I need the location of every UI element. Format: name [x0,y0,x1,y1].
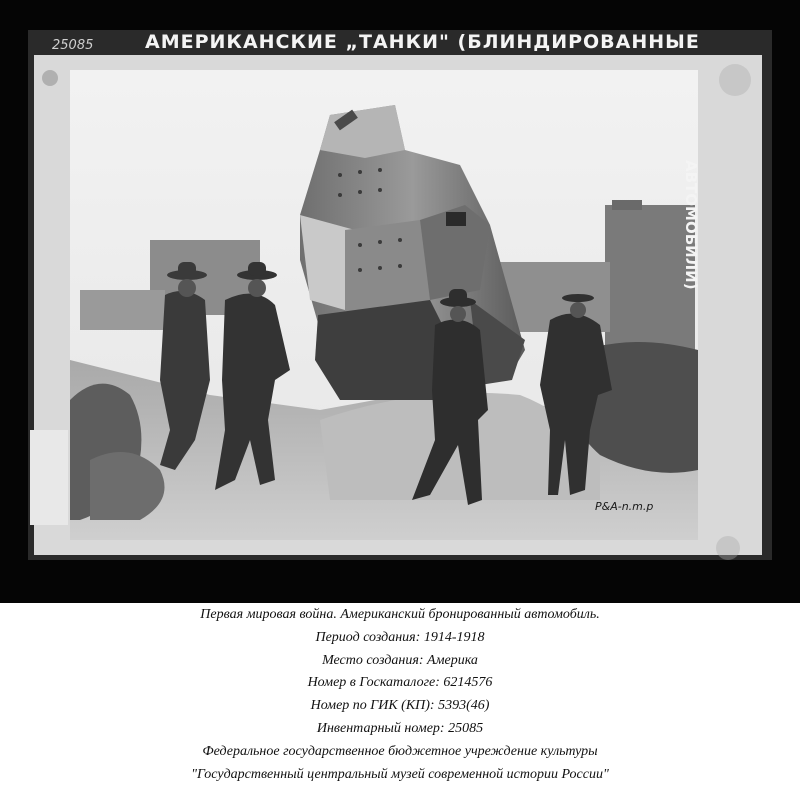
caption-place: Место создания: Америка [322,652,478,668]
caption-goscatalog-number: Номер в Госкаталоге: 6214576 [307,675,493,691]
museum-caption [0,603,800,800]
plate-label-tab [30,430,68,525]
caption-institution: Федеральное государственное бюджетное учреждение культуры [202,743,598,759]
handwritten-title: АМЕРИКАНСКИЕ „ТАНКИ" (БЛИНДИРОВАННЫЕ [145,31,700,53]
caption-period: Период создания: 1914-1918 [315,629,485,645]
photo-scene [70,70,698,540]
caption-gik-number: Номер по ГИК (КП): 5393(46) [310,698,490,714]
negative-number: 25085 [52,38,94,53]
caption-museum-name: "Государственный центральный музей современной истории России" [191,766,609,782]
caption-inventory-number: Инвентарный номер: 25085 [316,720,484,736]
photo-agency-scrawl: P&A-n.m.p [595,500,654,513]
caption-description: Первая мировая война. Американский бронированный автомобиль. [200,607,600,622]
handwritten-title-continued: АВТОМОБИЛИ) [682,160,700,290]
